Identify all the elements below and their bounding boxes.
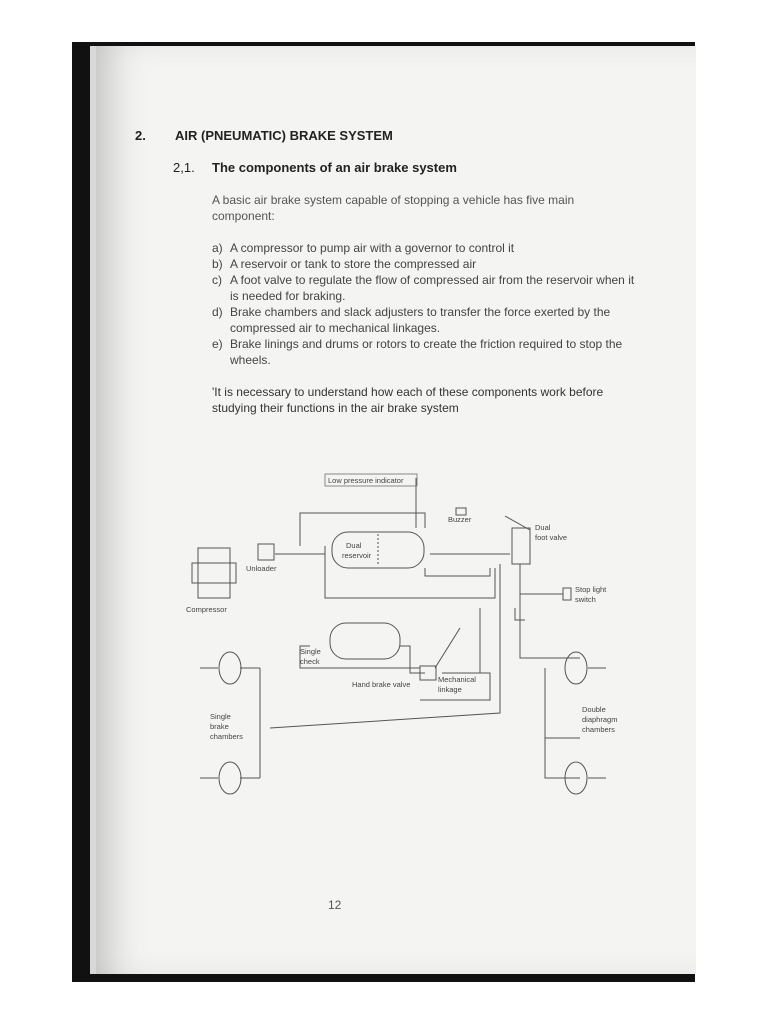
label-single-brake-chambers: Single: [210, 712, 231, 721]
foot-valve-shape: [512, 528, 530, 564]
double-diaphragm-chamber-shape: [565, 652, 587, 684]
label-double-diaphragm-chambers: chambers: [582, 725, 615, 734]
label-single-brake-chambers: chambers: [210, 732, 243, 741]
label-single-brake-chambers: brake: [210, 722, 229, 731]
stop-light-switch-shape: [563, 588, 571, 600]
list-item-text: A reservoir or tank to store the compressed air: [230, 257, 477, 271]
single-brake-chamber-shape: [219, 652, 241, 684]
section-title: AIR (PNEUMATIC) BRAKE SYSTEM: [175, 128, 393, 143]
buzzer-shape: [456, 508, 466, 515]
list-item-text: A foot valve to regulate the flow of compressed air from the reservoir when it is needed for braking.: [230, 273, 635, 303]
outro-paragraph: 'It is necessary to understand how each of these components work before studying their functions in the air brake system: [212, 385, 604, 415]
list-item: [212, 336, 642, 368]
label-dual-reservoir: Dual: [346, 541, 362, 550]
list-item-label: b): [212, 257, 223, 271]
pipe-line: [400, 646, 425, 673]
label-single-check: check: [300, 657, 320, 666]
label-dual-foot-valve: Dual: [535, 523, 551, 532]
unloader-shape: [258, 544, 274, 560]
list-item-text: Brake chambers and slack adjusters to transfer the force exerted by the compressed air to mechanical linkages.: [230, 305, 611, 335]
subsection-title: The components of an air brake system: [212, 160, 457, 175]
single-check-tank-shape: [330, 623, 400, 659]
air-brake-diagram: [180, 468, 650, 803]
list-item: [212, 272, 642, 304]
label-dual-reservoir: reservoir: [342, 551, 372, 560]
label-hand-brake-valve: Hand brake valve: [352, 680, 411, 689]
label-single-check: Single: [300, 647, 321, 656]
label-compressor: Compressor: [186, 605, 227, 614]
label-dual-foot-valve: foot valve: [535, 533, 568, 542]
list-item-text: Brake linings and drums or rotors to create the friction required to stop the wheels.: [230, 337, 623, 367]
pipe-line: [545, 668, 580, 778]
pipe-line: [520, 564, 580, 658]
list-item-label: e): [212, 337, 223, 351]
list-item: [212, 256, 642, 272]
label-double-diaphragm-chambers: diaphragm: [582, 715, 618, 724]
label-buzzer: Buzzer: [448, 515, 472, 524]
single-brake-chamber-shape: [219, 762, 241, 794]
list-item-label: d): [212, 305, 223, 319]
label-low-pressure-indicator: Low pressure indicator: [328, 476, 404, 485]
list-item-text: A compressor to pump air with a governor to control it: [230, 241, 515, 255]
pipe-line: [425, 568, 490, 576]
list-item-label: c): [212, 273, 222, 287]
list-item-label: a): [212, 241, 223, 255]
component-list: [212, 240, 642, 368]
compressor-shape: [192, 563, 236, 583]
label-unloader: Unloader: [246, 564, 277, 573]
compressor-shape: [198, 548, 230, 598]
label-mechanical-linkage: Mechanical: [438, 675, 476, 684]
intro-paragraph: A basic air brake system capable of stopping a vehicle has five main component:: [212, 193, 575, 223]
list-item: [212, 240, 642, 256]
label-double-diaphragm-chambers: Double: [582, 705, 606, 714]
label-stop-light-switch: switch: [575, 595, 596, 604]
pipe-line: [300, 513, 425, 546]
page-number: 12: [328, 898, 342, 912]
label-stop-light-switch: Stop light: [575, 585, 607, 594]
section-number: 2.: [135, 128, 146, 143]
subsection-number: 2,1.: [173, 160, 195, 175]
label-mechanical-linkage: linkage: [438, 685, 462, 694]
list-item: [212, 304, 642, 336]
